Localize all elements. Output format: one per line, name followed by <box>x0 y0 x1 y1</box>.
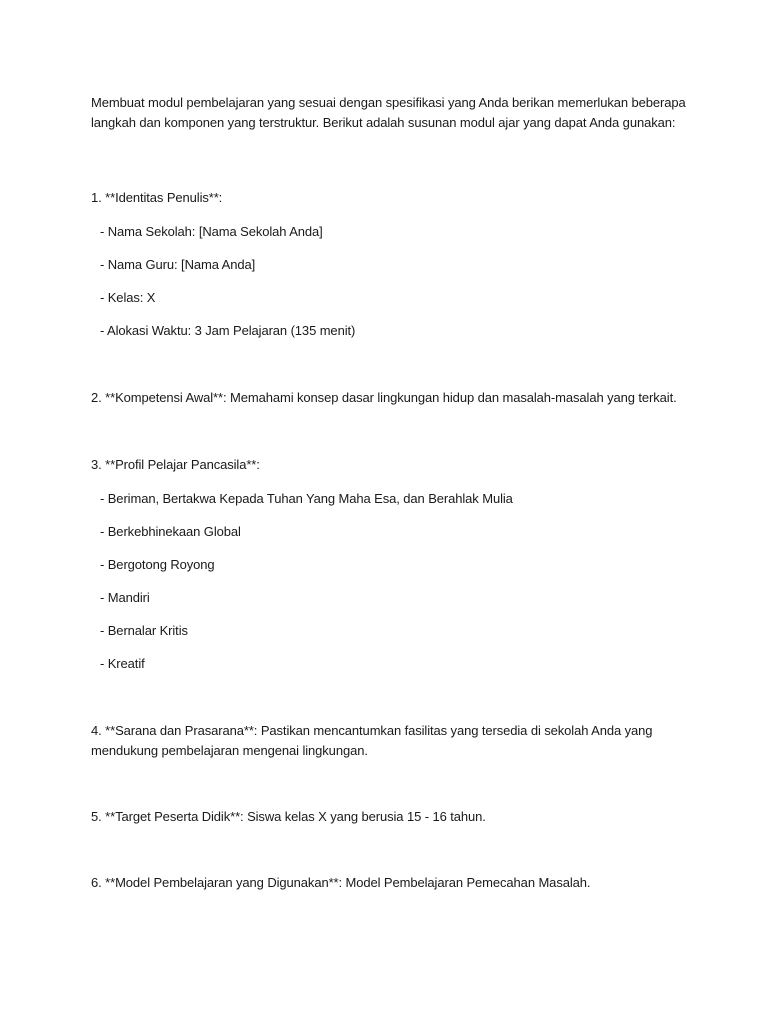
section-heading: 3. **Profil Pelajar Pancasila**: <box>91 457 260 472</box>
list-item: - Beriman, Bertakwa Kepada Tuhan Yang Maha Esa, dan Berahlak Mulia <box>100 491 513 506</box>
list-item: - Kelas: X <box>100 290 156 305</box>
list-item: - Bergotong Royong <box>100 557 215 572</box>
list-item: - Bernalar Kritis <box>100 623 188 638</box>
document-body <box>91 93 691 893</box>
list-item: - Kreatif <box>100 656 145 671</box>
section-heading: 2. **Kompetensi Awal**: Memahami konsep dasar lingkungan hidup dan masalah-masalah yang terkait. <box>91 390 677 405</box>
section-heading: 1. **Identitas Penulis**: <box>91 190 223 205</box>
section-heading: 6. **Model Pembelajaran yang Digunakan**: Model Pembelajaran Pemecahan Masalah. <box>91 875 591 890</box>
section-identitas-penulis <box>91 188 691 341</box>
list-item: - Berkebhinekaan Global <box>100 524 241 539</box>
section-profil-pelajar-pancasila <box>91 455 691 674</box>
section-heading: 4. **Sarana dan Prasarana**: Pastikan mencantumkan fasilitas yang tersedia di sekolah Anda yang mendukung pembelajaran mengenai lingkungan. <box>91 723 653 758</box>
section-kompetensi-awal <box>91 388 691 408</box>
list-item: - Alokasi Waktu: 3 Jam Pelajaran (135 menit) <box>100 323 356 338</box>
list-item: - Nama Sekolah: [Nama Sekolah Anda] <box>100 224 323 239</box>
list-item: - Nama Guru: [Nama Anda] <box>100 257 256 272</box>
section-model-pembelajaran <box>91 873 691 893</box>
section-target-peserta-didik <box>91 807 691 827</box>
section-sarana-prasarana <box>91 721 691 761</box>
intro-paragraph: Membuat modul pembelajaran yang sesuai dengan spesifikasi yang Anda berikan memerlukan beberapa langkah dan komponen yang terstruktur. Berikut adalah susunan modul ajar yang dapat Anda gunakan: <box>91 95 686 130</box>
section-heading: 5. **Target Peserta Didik**: Siswa kelas X yang berusia 15 - 16 tahun. <box>91 809 486 824</box>
list-item: - Mandiri <box>100 590 150 605</box>
